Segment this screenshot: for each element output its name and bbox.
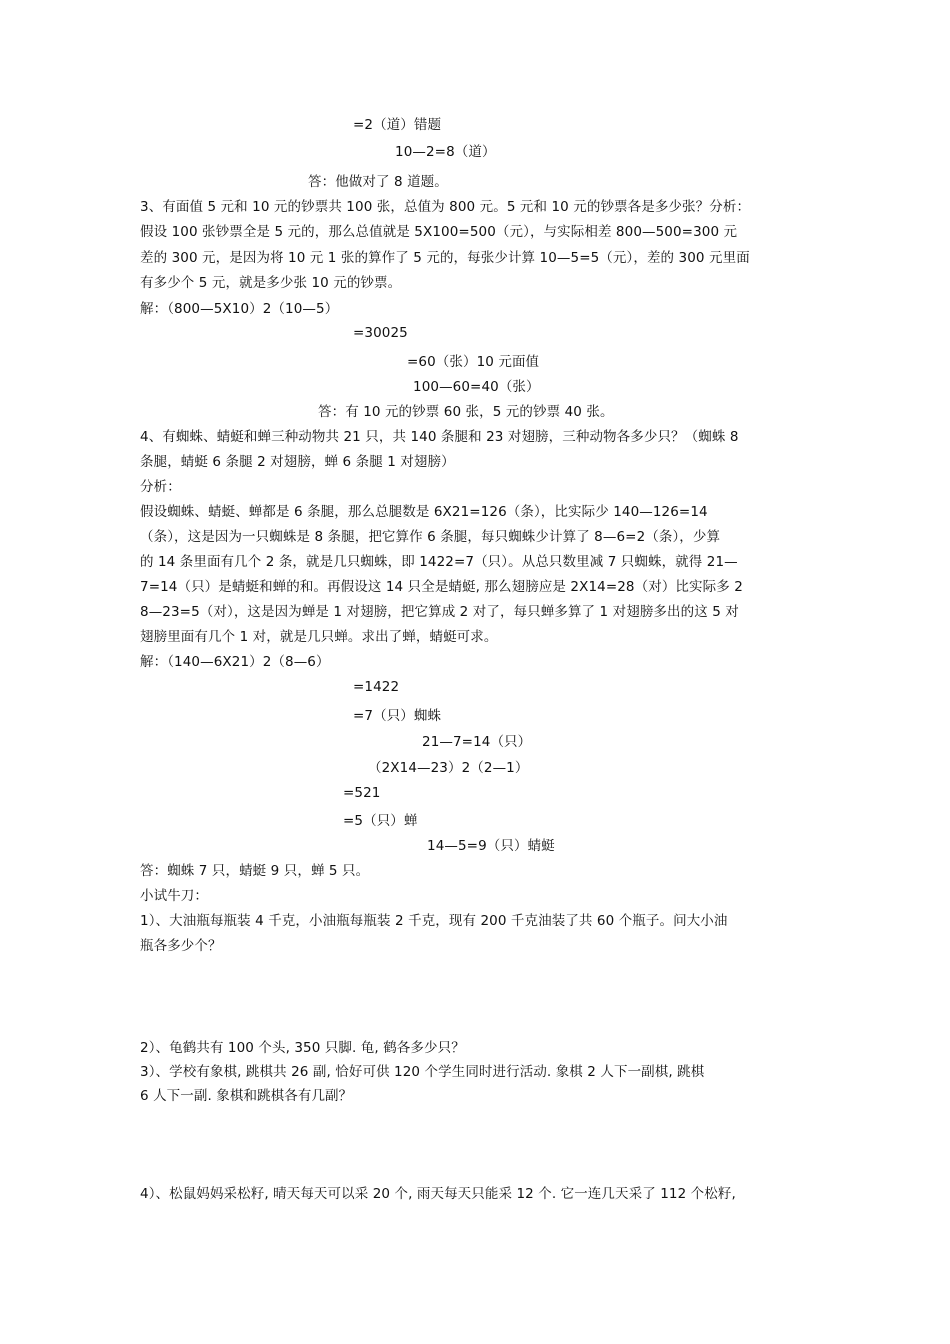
text-line: 3、有面值 5 元和 10 元的钞票共 100 张，总值为 800 元。5 元和 10 元的钞票各是多少张？分析： bbox=[140, 199, 751, 215]
text-line: =5（只）蝉 bbox=[343, 813, 418, 829]
text-line: =2（道）错题 bbox=[353, 117, 442, 133]
text-line: （2X14—23）2（2—1） bbox=[368, 760, 529, 776]
text-line: 瓶各多少个？ bbox=[140, 938, 222, 954]
text-line: 的 14 条里面有几个 2 条，就是几只蜘蛛，即 1422=7（只）。从总只数里减 7 只蜘蛛，就得 21— bbox=[140, 554, 738, 570]
text-line: =1422 bbox=[353, 679, 400, 695]
text-line: 2）、龟鹤共有 100 个头, 350 只脚. 龟, 鹤各多少只？ bbox=[140, 1040, 465, 1056]
text-line: =30025 bbox=[353, 325, 408, 341]
text-line: 条腿，蜻蜓 6 条腿 2 对翅膀，蝉 6 条腿 1 对翅膀） bbox=[140, 454, 455, 470]
text-line: =60（张）10 元面值 bbox=[407, 354, 540, 370]
text-line: 3）、学校有象棋, 跳棋共 26 副, 恰好可供 120 个学生同时进行活动. 象棋 2 人下一副棋, 跳棋 bbox=[140, 1064, 705, 1080]
text-line: 答：他做对了 8 道题。 bbox=[308, 174, 448, 190]
text-line: 1）、大油瓶每瓶装 4 千克，小油瓶每瓶装 2 千克，现有 200 千克油装了共 60 个瓶子。问大小油 bbox=[140, 913, 728, 929]
text-line: =7（只）蜘蛛 bbox=[353, 708, 442, 724]
text-line: 6 人下一副. 象棋和跳棋各有几副？ bbox=[140, 1088, 353, 1104]
text-line: 答：蜘蛛 7 只，蜻蜓 9 只，蝉 5 只。 bbox=[140, 863, 370, 879]
text-line: 4）、松鼠妈妈采松籽, 晴天每天可以采 20 个, 雨天每天只能采 12 个. 它一连几天采了 112 个松籽, bbox=[140, 1186, 736, 1202]
text-line: =521 bbox=[343, 785, 381, 801]
text-line: 差的 300 元，是因为将 10 元 1 张的算作了 5 元的，每张少计算 10—5=5（元），差的 300 元里面 bbox=[140, 250, 750, 266]
text-line: 翅膀里面有几个 1 对，就是几只蝉。求出了蝉，蜻蜓可求。 bbox=[140, 629, 498, 645]
text-line: 14—5=9（只）蜻蜓 bbox=[427, 838, 555, 854]
text-line: 答：有 10 元的钞票 60 张，5 元的钞票 40 张。 bbox=[318, 404, 614, 420]
text-line: 假设 100 张钞票全是 5 元的，那么总值就是 5X100=500（元），与实际相差 800—500=300 元 bbox=[140, 224, 738, 240]
text-line: 假设蜘蛛、蜻蜓、蝉都是 6 条腿，那么总腿数是 6X21=126（条），比实际少 140—126=14 bbox=[140, 504, 708, 520]
text-line: （条），这是因为一只蜘蛛是 8 条腿，把它算作 6 条腿，每只蜘蛛少计算了 8—6=2（条），少算 bbox=[140, 529, 721, 545]
text-line: 10—2=8（道） bbox=[395, 144, 496, 160]
text-line: 有多少个 5 元，就是多少张 10 元的钞票。 bbox=[140, 275, 402, 291]
text-line: 解：（800—5X10）2（10—5） bbox=[140, 301, 339, 317]
text-line: 8—23=5（对），这是因为蝉是 1 对翅膀，把它算成 2 对了，每只蝉多算了 1 对翅膀多出的这 5 对 bbox=[140, 604, 739, 620]
text-line: 7=14（只）是蜻蜓和蝉的和。再假设这 14 只全是蜻蜓, 那么翅膀应是 2X14=28（对）比实际多 2 bbox=[140, 579, 743, 595]
text-line: 小试牛刀： bbox=[140, 888, 208, 904]
text-line: 4、有蜘蛛、蜻蜓和蝉三种动物共 21 只，共 140 条腿和 23 对翅膀，三种动物各多少只？（蜘蛛 8 bbox=[140, 429, 739, 445]
text-line: 21—7=14（只） bbox=[422, 734, 532, 750]
text-line: 100—60=40（张） bbox=[413, 379, 540, 395]
text-line: 分析： bbox=[140, 479, 181, 495]
text-line: 解：（140—6X21）2（8—6） bbox=[140, 654, 330, 670]
